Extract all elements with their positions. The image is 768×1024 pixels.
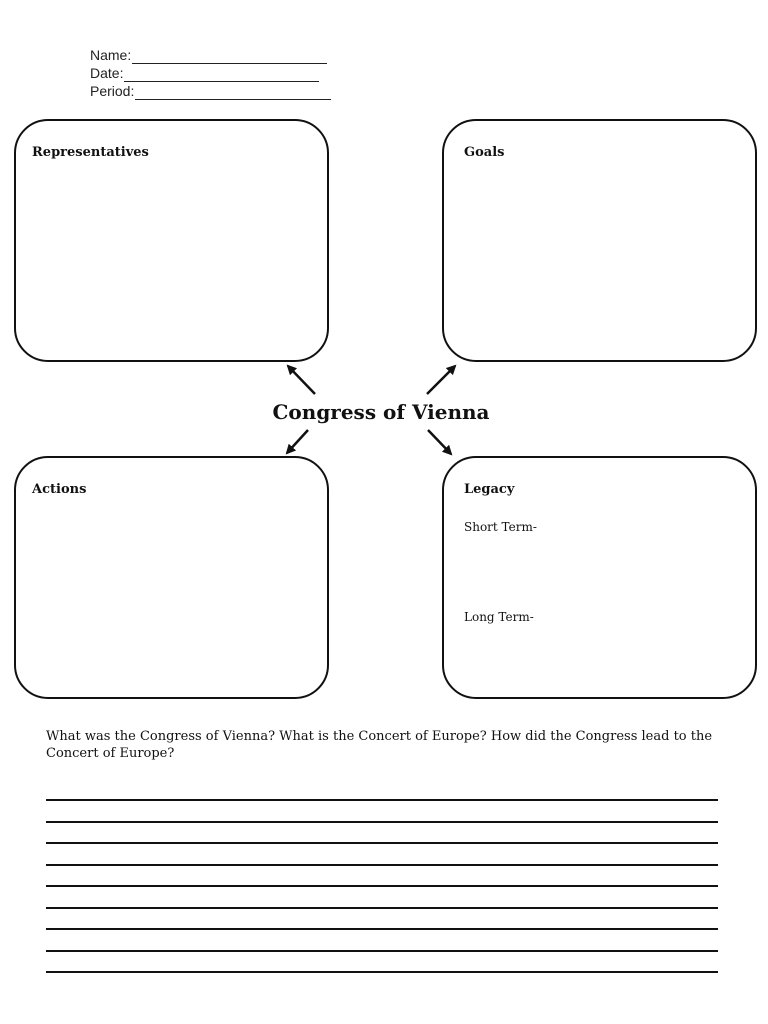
legacy-title: Legacy [464,482,515,497]
answer-line[interactable] [46,928,718,950]
arrow-to-legacy [428,430,451,454]
arrow-to-representatives [288,366,315,394]
long-term-label: Long Term- [464,610,534,624]
answer-line[interactable] [46,950,718,972]
answer-line[interactable] [46,821,718,843]
arrow-to-actions [287,430,308,453]
answer-line[interactable] [46,842,718,864]
answer-line[interactable] [46,971,718,993]
goals-title: Goals [464,145,505,160]
name-label: Name: [90,47,132,63]
arrow-to-goals [427,366,455,394]
answer-line[interactable] [46,907,718,929]
essay-question: What was the Congress of Vienna? What is the Concert of Europe? How did the Congress lead to the Concert of Europe? [46,729,713,761]
center-topic-title: Congress of Vienna [272,400,490,424]
answer-line[interactable] [46,799,718,821]
date-label: Date: [90,65,124,81]
answer-line[interactable] [46,885,718,907]
period-label: Period: [90,83,135,99]
answer-lines[interactable] [46,799,718,993]
answer-line[interactable] [46,864,718,886]
representatives-title: Representatives [32,145,149,160]
short-term-label: Short Term- [464,520,537,534]
actions-title: Actions [32,482,87,497]
